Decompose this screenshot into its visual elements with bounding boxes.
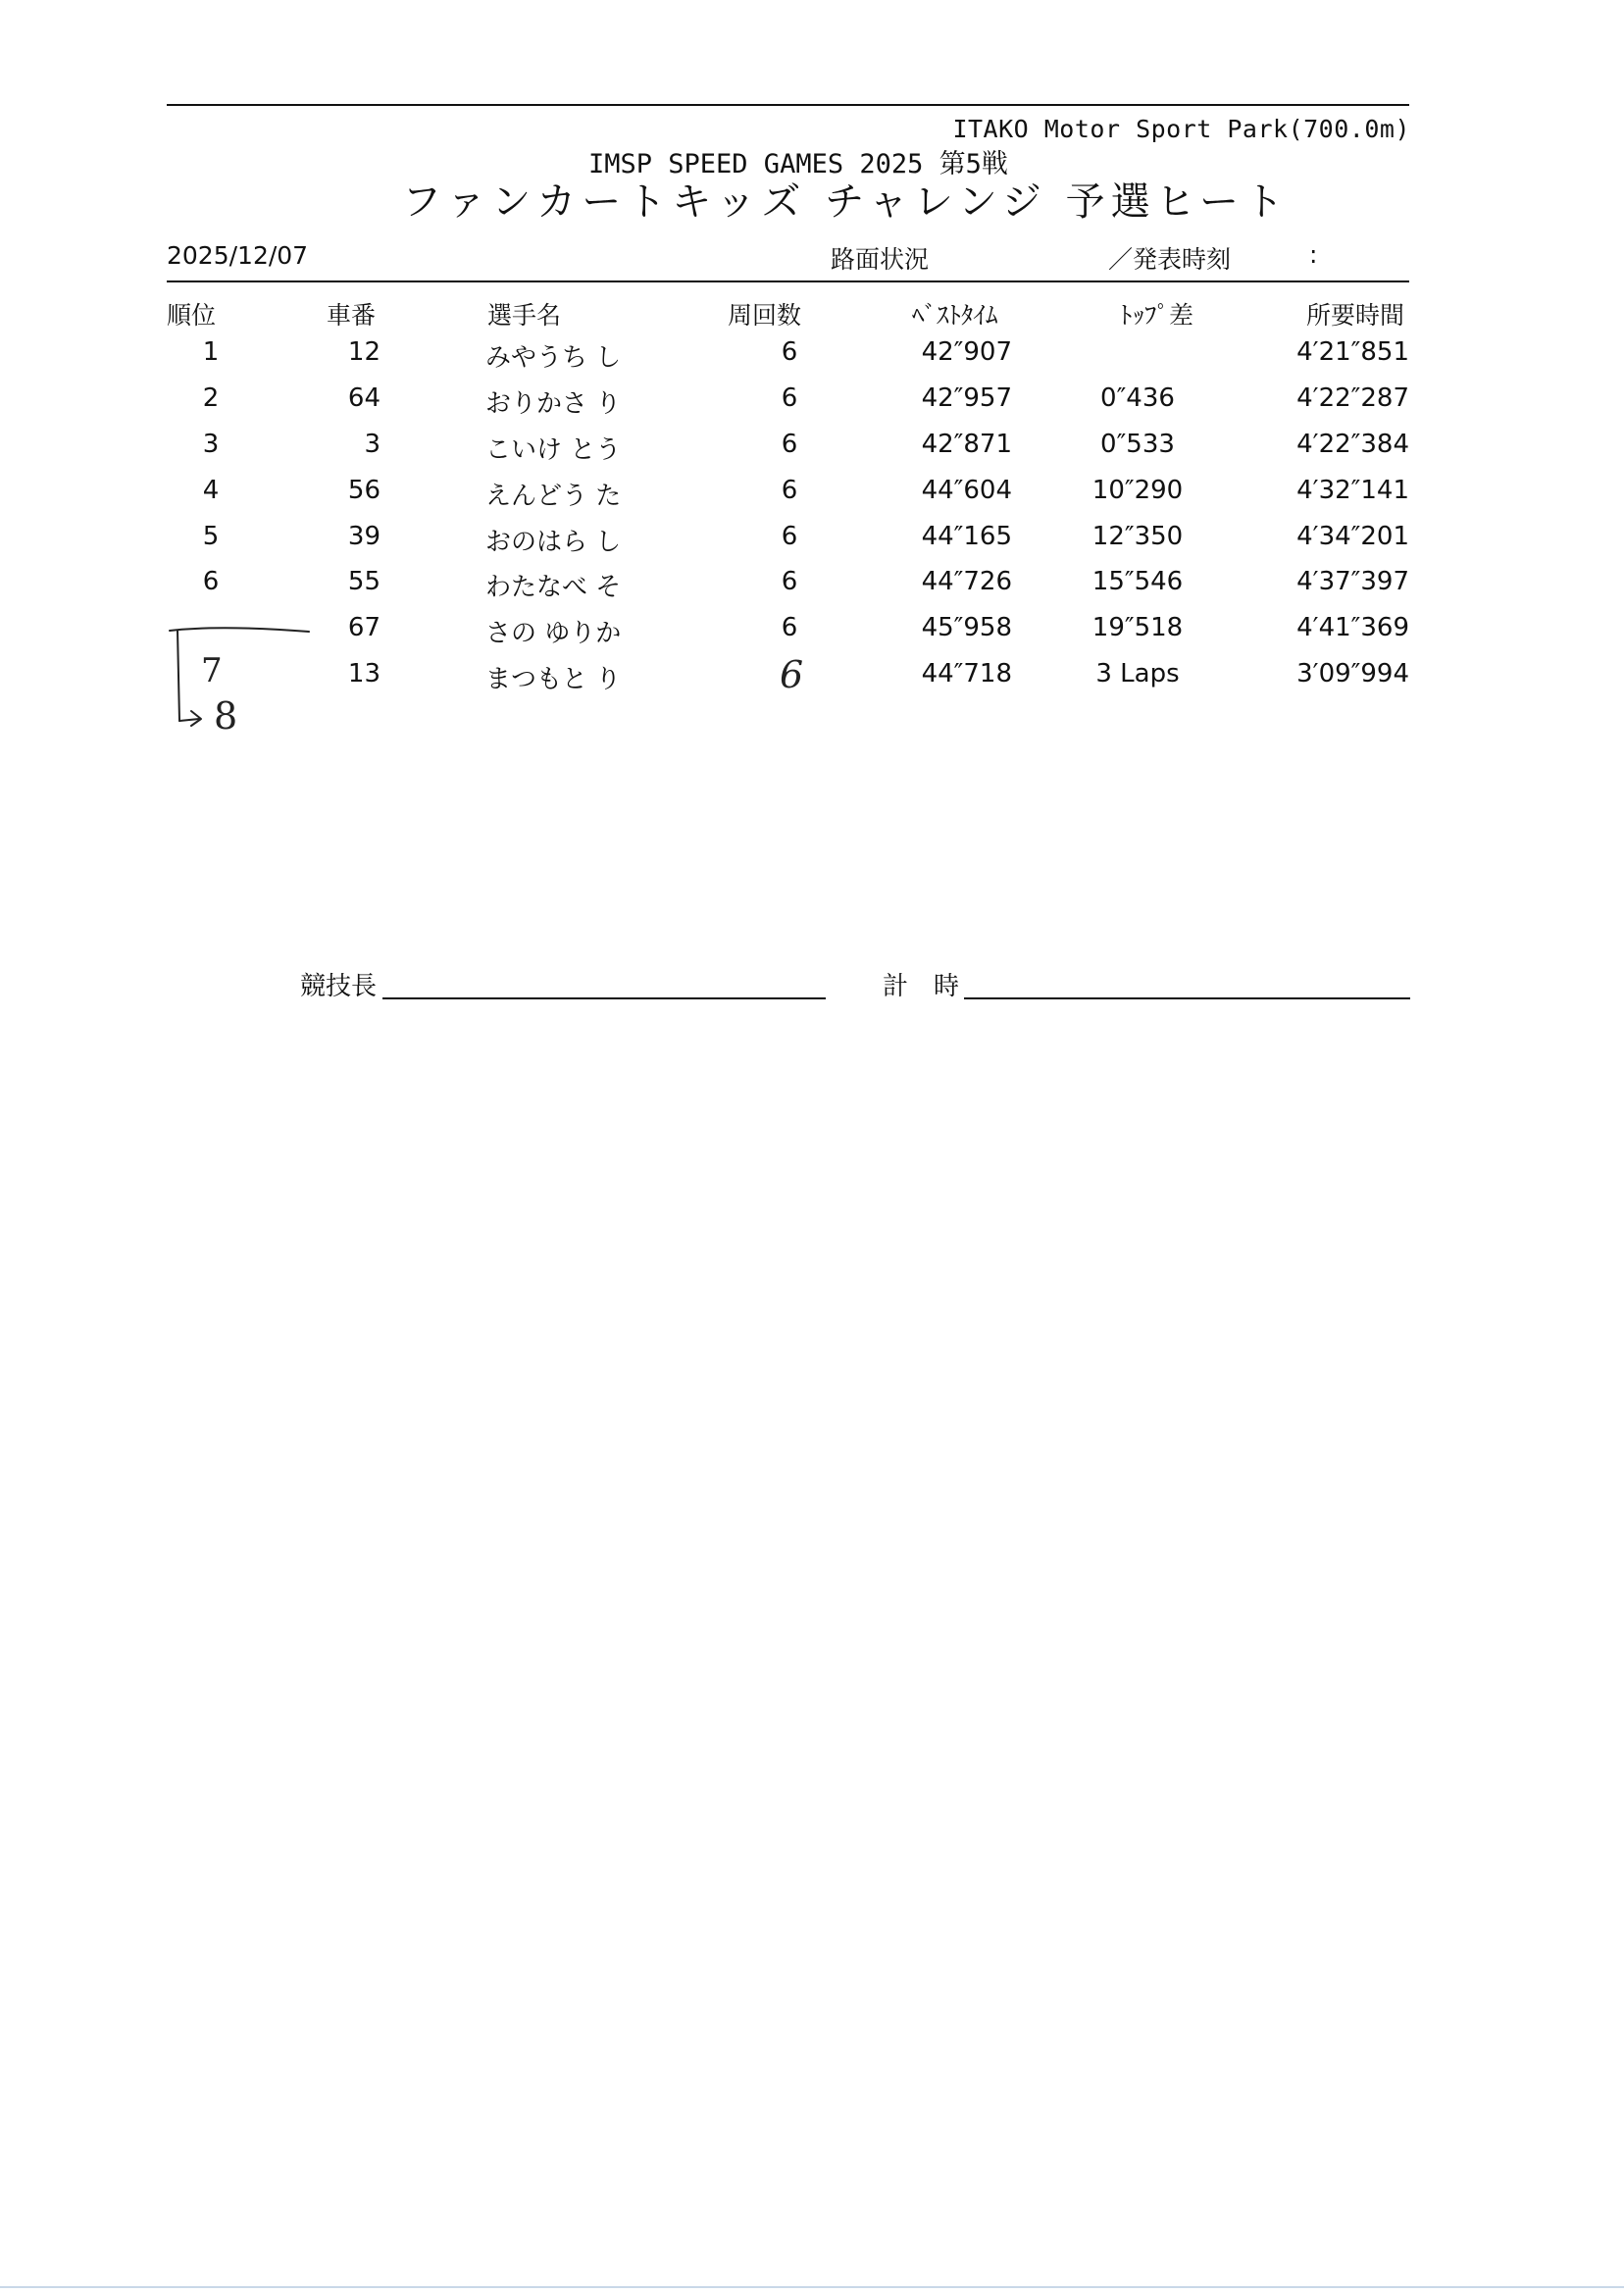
row-best-time: 44″165 xyxy=(921,522,1012,551)
row-car-number: 13 xyxy=(347,659,381,688)
handwritten-position-8: 8 xyxy=(214,694,238,738)
row-best-time: 44″726 xyxy=(921,567,1012,596)
row-total-time: 4′22″384 xyxy=(1296,430,1409,459)
row-laps: 6 xyxy=(781,430,798,459)
table-row xyxy=(0,383,1624,419)
row-top-gap: 12″350 xyxy=(1091,522,1184,551)
row-top-gap: 10″290 xyxy=(1091,476,1184,505)
row-driver-name: まつもと り xyxy=(485,665,622,694)
row-laps: 6 xyxy=(781,567,798,596)
row-best-time: 45″958 xyxy=(921,613,1012,642)
row-total-time: 4′37″397 xyxy=(1296,567,1409,596)
row-total-time: 4′34″201 xyxy=(1296,522,1409,551)
table-row xyxy=(0,337,1624,373)
row-car-number: 67 xyxy=(347,613,381,642)
top-rule xyxy=(167,104,1409,106)
road-condition-label: 路面状況 xyxy=(831,245,930,274)
row-driver-name: わたなべ そ xyxy=(485,573,622,602)
timekeeper-signature-line xyxy=(964,997,1410,999)
handwritten-position-7: 7 xyxy=(201,651,223,690)
row-best-time: 42″957 xyxy=(921,383,1012,413)
row-driver-name: さの ゆりか xyxy=(485,619,622,648)
page-title: ファンカートキッズ チャレンジ 予選ヒート xyxy=(402,179,1291,225)
row-top-gap: 0″436 xyxy=(1100,383,1175,413)
race-date: 2025/12/07 xyxy=(167,241,309,270)
row-position: 4 xyxy=(202,476,220,505)
row-car-number: 12 xyxy=(347,337,381,367)
col-header-best-time: ﾍﾞｽﾄﾀｲﾑ xyxy=(912,301,998,330)
race-director-signature-line xyxy=(382,997,826,999)
row-top-gap: 3 Laps xyxy=(1095,659,1180,688)
row-best-time: 42″871 xyxy=(921,430,1012,459)
row-top-gap: 0″533 xyxy=(1100,430,1175,459)
table-row xyxy=(0,430,1624,465)
col-header-position: 順位 xyxy=(167,301,217,330)
row-laps: 6 xyxy=(781,613,798,642)
col-header-laps: 周回数 xyxy=(728,301,802,330)
row-total-time: 3′09″994 xyxy=(1296,659,1409,688)
row-car-number: 64 xyxy=(347,383,381,413)
row-car-number: 55 xyxy=(347,567,381,596)
row-car-number: 39 xyxy=(347,522,381,551)
event-title: IMSP SPEED GAMES 2025 第5戦 xyxy=(588,149,1008,179)
handwritten-laps-correction: 6 xyxy=(780,653,804,696)
row-driver-name: えんどう た xyxy=(485,482,622,511)
row-driver-name: おりかさ り xyxy=(485,389,622,419)
row-laps: 6 xyxy=(781,522,798,551)
row-laps: 6 xyxy=(781,383,798,413)
table-row xyxy=(0,567,1624,602)
row-laps: 6 xyxy=(781,337,798,367)
table-row xyxy=(0,522,1624,557)
col-header-driver: 選手名 xyxy=(487,301,562,330)
col-header-car-number: 車番 xyxy=(327,301,377,330)
row-driver-name: みやうち し xyxy=(485,343,622,373)
row-position: 1 xyxy=(202,337,220,367)
handwritten-correction-bracket xyxy=(162,618,333,745)
row-best-time: 44″604 xyxy=(921,476,1012,505)
scan-edge-line xyxy=(0,2286,1624,2288)
publish-time-value: : xyxy=(1309,240,1318,269)
row-driver-name: こいけ とう xyxy=(485,435,622,465)
row-position: 5 xyxy=(202,522,220,551)
row-top-gap: 15″546 xyxy=(1091,567,1184,596)
row-best-time: 44″718 xyxy=(921,659,1012,688)
col-header-total-time: 所要時間 xyxy=(1306,301,1405,330)
header-rule xyxy=(167,280,1409,282)
row-driver-name: おのはら し xyxy=(485,528,622,557)
row-total-time: 4′21″851 xyxy=(1296,337,1409,367)
row-position: 6 xyxy=(202,567,220,596)
publish-time-label: ／発表時刻 xyxy=(1108,245,1232,274)
timekeeper-label: 計 時 xyxy=(883,972,960,1001)
row-position: 3 xyxy=(202,430,220,459)
row-car-number: 56 xyxy=(347,476,381,505)
row-top-gap: 19″518 xyxy=(1091,613,1184,642)
col-header-top-gap: ﾄｯﾌﾟ差 xyxy=(1120,301,1194,330)
table-row xyxy=(0,476,1624,511)
row-car-number: 3 xyxy=(364,430,381,459)
row-laps: 6 xyxy=(781,476,798,505)
venue-label: ITAKO Motor Sport Park(700.0m) xyxy=(952,115,1410,143)
row-best-time: 42″907 xyxy=(921,337,1012,367)
row-total-time: 4′41″369 xyxy=(1296,613,1409,642)
row-total-time: 4′32″141 xyxy=(1296,476,1409,505)
row-position: 2 xyxy=(202,383,220,413)
race-director-label: 競技長 xyxy=(300,972,378,1001)
row-total-time: 4′22″287 xyxy=(1296,383,1409,413)
